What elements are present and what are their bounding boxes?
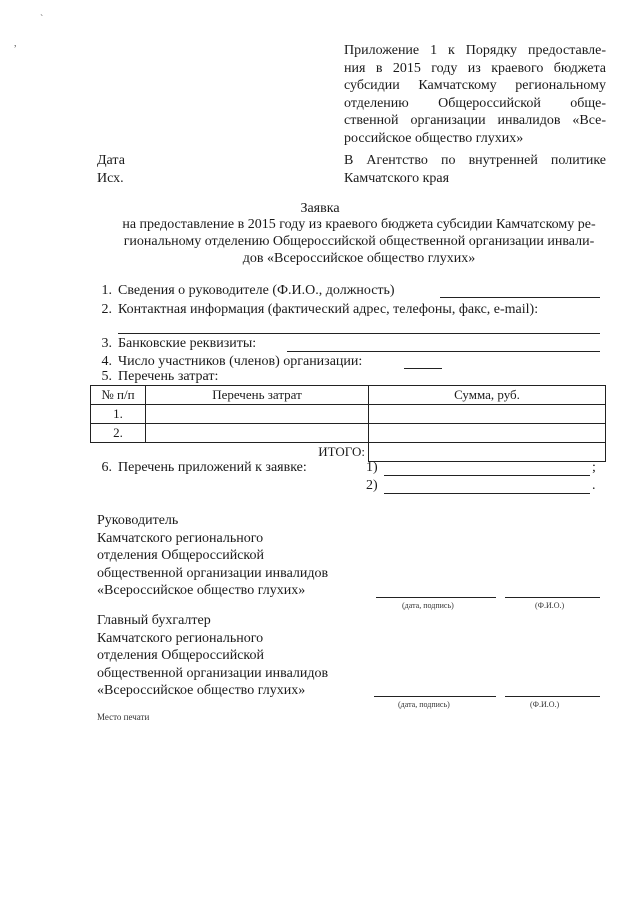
head-signature-date-field[interactable]	[376, 597, 496, 598]
appendix-header	[344, 42, 606, 147]
header-cost-item: Перечень затрат	[146, 386, 369, 405]
item-number: 6.	[101, 460, 112, 475]
item-text: Сведения о руководителе (Ф.И.О., должность)	[118, 283, 395, 298]
table-header-row	[91, 386, 606, 405]
row-number: 2.	[91, 424, 146, 443]
signature-org-line: Камчатского регионального	[97, 530, 264, 546]
header-number: № п/п	[91, 386, 146, 405]
total-amount-cell[interactable]	[369, 443, 606, 462]
members-count-field[interactable]	[404, 368, 442, 369]
item-text: Перечень приложений к заявке:	[118, 460, 307, 475]
seal-place-label: Место печати	[97, 712, 150, 722]
head-caption-date: (дата, подпись)	[402, 601, 454, 610]
appendix-line: Приложение 1 к Порядку предоставле-	[344, 43, 606, 58]
bank-details-field[interactable]	[287, 351, 600, 352]
signature-role: Руководитель	[97, 513, 179, 528]
row-number: 1.	[91, 405, 146, 424]
item-text: Банковские реквизиты:	[118, 336, 257, 351]
accountant-signature-name-field[interactable]	[505, 696, 600, 697]
item-manager-info	[90, 283, 395, 299]
attachment-number: 1)	[366, 460, 378, 475]
item-text: Перечень затрат:	[118, 369, 219, 384]
subtitle-line: гиональному отделению Общероссийской общественной организации инвали-	[123, 234, 595, 249]
appendix-line: субсидии Камчатскому региональному	[344, 78, 606, 93]
scan-mark: `	[40, 14, 44, 25]
subtitle-line: на предоставление в 2015 году из краевого бюджета субсидии Камчатскому ре-	[122, 217, 596, 232]
item-attachments	[90, 460, 307, 476]
item-members-count	[90, 354, 362, 370]
signature-org-line: «Всероссийское общество глухих»	[97, 683, 306, 698]
addressee-line: Камчатского края	[344, 171, 450, 186]
signature-org-line: отделения Общероссийской	[97, 648, 264, 663]
attachment-1-end: ;	[592, 460, 596, 475]
document-subtitle	[104, 216, 614, 267]
item-bank-details	[90, 336, 256, 352]
ref-label: Исх.	[97, 171, 124, 186]
table-total-row	[91, 443, 606, 462]
item-number: 5.	[101, 369, 112, 384]
attachment-1	[366, 460, 378, 476]
signature-role: Главный бухгалтер	[97, 613, 211, 628]
head-caption-name: (Ф.И.О.)	[535, 601, 565, 610]
contact-info-field[interactable]	[118, 333, 600, 334]
item-contact-info	[90, 302, 538, 318]
appendix-line: ния в 2015 году из краевого бюджета	[344, 60, 606, 76]
appendix-line: ственной организации инвалидов «Все-	[344, 113, 606, 128]
item-number: 3.	[101, 336, 112, 351]
signature-org-line: отделения Общероссийской	[97, 548, 264, 563]
date-label: Дата	[97, 153, 125, 168]
document-title: Заявка	[300, 201, 340, 216]
attachment-2-field[interactable]	[384, 493, 590, 494]
attachment-2-end: .	[592, 478, 596, 493]
item-text: Число участников (членов) организации:	[118, 354, 363, 369]
scan-mark: ,	[14, 38, 17, 49]
amount-cell[interactable]	[369, 405, 606, 424]
item-number: 4.	[101, 354, 112, 369]
accountant-caption-name: (Ф.И.О.)	[530, 700, 560, 709]
addressee-line: В Агентство по внутренней политике	[344, 153, 606, 168]
signature-org-line: общественной организации инвалидов	[97, 665, 329, 681]
subtitle-line: дов «Всероссийское общество глухих»	[242, 251, 476, 266]
item-text: Контактная информация (фактический адрес, телефоны, факс, e-mail):	[118, 302, 539, 317]
head-signature-name-field[interactable]	[505, 597, 600, 598]
costs-table	[90, 385, 606, 462]
cost-item-cell[interactable]	[146, 424, 369, 443]
date-ref-block	[97, 152, 125, 188]
table-row	[91, 405, 606, 424]
signature-org-line: общественной организации инвалидов	[97, 565, 329, 581]
attachment-2	[366, 478, 378, 494]
addressee-block	[344, 152, 606, 188]
appendix-line: отделению Общероссийской обще-	[344, 95, 606, 111]
accountant-signature-block	[97, 612, 328, 700]
item-cost-list	[90, 369, 218, 385]
total-label: ИТОГО:	[91, 443, 369, 462]
cost-item-cell[interactable]	[146, 405, 369, 424]
accountant-signature-date-field[interactable]	[374, 696, 496, 697]
accountant-caption-date: (дата, подпись)	[398, 700, 450, 709]
attachment-1-field[interactable]	[384, 475, 590, 476]
head-signature-block	[97, 512, 328, 600]
amount-cell[interactable]	[369, 424, 606, 443]
table-row	[91, 424, 606, 443]
signature-org-line: Камчатского регионального	[97, 630, 264, 646]
signature-org-line: «Всероссийское общество глухих»	[97, 583, 306, 598]
item-number: 1.	[101, 283, 112, 298]
manager-info-field[interactable]	[440, 297, 600, 298]
item-number: 2.	[101, 302, 112, 317]
appendix-line: российское общество глухих»	[344, 130, 524, 146]
attachment-number: 2)	[366, 478, 378, 493]
header-amount: Сумма, руб.	[369, 386, 606, 405]
